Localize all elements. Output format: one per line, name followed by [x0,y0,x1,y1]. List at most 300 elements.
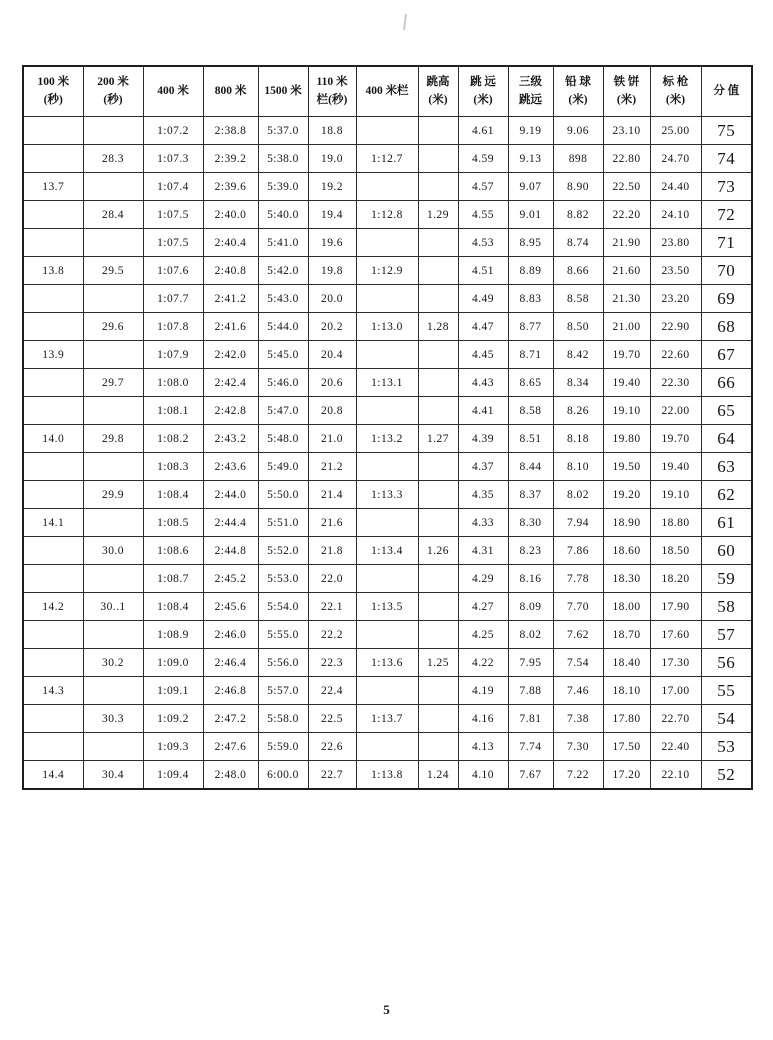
value-cell: 18.80 [650,509,701,537]
value-cell: 7.74 [508,733,553,761]
value-cell: 4.55 [458,201,508,229]
value-cell: 22.40 [650,733,701,761]
value-cell: 19.10 [650,481,701,509]
value-cell: 1:09.0 [143,649,203,677]
value-cell [23,201,83,229]
value-cell: 19.40 [603,369,650,397]
value-cell: 22.30 [650,369,701,397]
value-cell: 18.40 [603,649,650,677]
value-cell: 1:13.8 [356,761,418,790]
value-cell: 4.51 [458,257,508,285]
value-cell [83,733,143,761]
value-cell: 13.7 [23,173,83,201]
table-row [23,173,752,201]
value-cell [83,677,143,705]
score-cell: 73 [701,173,752,201]
value-cell: 14.3 [23,677,83,705]
value-cell: 8.44 [508,453,553,481]
value-cell: 18.8 [308,117,356,145]
value-cell: 20.8 [308,397,356,425]
value-cell: 8.23 [508,537,553,565]
value-cell [356,565,418,593]
value-cell: 4.43 [458,369,508,397]
column-header [603,66,650,117]
score-cell: 56 [701,649,752,677]
value-cell: 1:13.2 [356,425,418,453]
value-cell: 20.0 [308,285,356,313]
value-cell: 8.77 [508,313,553,341]
value-cell: 21.6 [308,509,356,537]
value-cell: 4.27 [458,593,508,621]
value-cell: 7.78 [553,565,603,593]
value-cell: 5:37.0 [258,117,308,145]
score-cell: 65 [701,397,752,425]
value-cell [356,173,418,201]
value-cell: 5:52.0 [258,537,308,565]
score-cell: 61 [701,509,752,537]
value-cell: 18.20 [650,565,701,593]
table-row [23,369,752,397]
value-cell [356,621,418,649]
value-cell [83,285,143,313]
value-cell [418,733,458,761]
value-cell [418,145,458,173]
value-cell: 2:40.4 [203,229,258,257]
table-row [23,313,752,341]
value-cell: 1:12.7 [356,145,418,173]
column-header-line: (米) [568,93,588,106]
value-cell: 1:13.4 [356,537,418,565]
value-cell: 1:13.1 [356,369,418,397]
value-cell: 19.0 [308,145,356,173]
value-cell [418,397,458,425]
value-cell: 21.2 [308,453,356,481]
column-header [308,66,356,117]
value-cell: 8.95 [508,229,553,257]
value-cell: 1:12.8 [356,201,418,229]
column-header [143,66,203,117]
value-cell: 2:40.0 [203,201,258,229]
value-cell: 2:42.8 [203,397,258,425]
value-cell: 1:08.1 [143,397,203,425]
value-cell: 4.37 [458,453,508,481]
value-cell [356,397,418,425]
value-cell: 22.4 [308,677,356,705]
value-cell: 7.67 [508,761,553,790]
value-cell: 17.20 [603,761,650,790]
value-cell: 1:07.2 [143,117,203,145]
value-cell: 21.8 [308,537,356,565]
value-cell: 1:07.6 [143,257,203,285]
value-cell [83,453,143,481]
value-cell: 8.18 [553,425,603,453]
column-header-line: (米) [473,93,493,106]
value-cell: 1.26 [418,537,458,565]
value-cell: 22.10 [650,761,701,790]
value-cell: 2:42.4 [203,369,258,397]
score-cell: 58 [701,593,752,621]
value-cell: 8.30 [508,509,553,537]
column-header [508,66,553,117]
column-header-line: 铁 饼 [613,75,640,88]
value-cell [83,565,143,593]
column-header-line: 1500 米 [264,84,302,97]
value-cell: 30.3 [83,705,143,733]
value-cell: 1:07.4 [143,173,203,201]
table-header [23,66,752,117]
value-cell: 30.2 [83,649,143,677]
table-row [23,537,752,565]
value-cell: 21.00 [603,313,650,341]
value-cell [83,397,143,425]
column-header-line: (秒) [103,93,123,106]
value-cell: 7.38 [553,705,603,733]
value-cell: 22.80 [603,145,650,173]
value-cell: 17.00 [650,677,701,705]
value-cell: 19.2 [308,173,356,201]
value-cell [23,313,83,341]
value-cell [418,257,458,285]
value-cell: 20.2 [308,313,356,341]
value-cell: 4.47 [458,313,508,341]
value-cell: 19.50 [603,453,650,481]
value-cell: 7.95 [508,649,553,677]
value-cell: 1:08.2 [143,425,203,453]
value-cell: 17.80 [603,705,650,733]
value-cell: 1:08.3 [143,453,203,481]
value-cell: 8.37 [508,481,553,509]
score-cell: 66 [701,369,752,397]
score-cell: 52 [701,761,752,790]
column-header [553,66,603,117]
value-cell [23,621,83,649]
value-cell: 5:59.0 [258,733,308,761]
value-cell: 8.65 [508,369,553,397]
value-cell: 1:12.9 [356,257,418,285]
value-cell: 8.71 [508,341,553,369]
value-cell: 1:08.4 [143,481,203,509]
value-cell: 1:13.0 [356,313,418,341]
value-cell: 2:41.6 [203,313,258,341]
column-header-line: (米) [665,93,686,106]
score-cell: 55 [701,677,752,705]
value-cell: 5:48.0 [258,425,308,453]
value-cell: 9.13 [508,145,553,173]
value-cell [23,285,83,313]
value-cell: 1:07.7 [143,285,203,313]
value-cell: 21.4 [308,481,356,509]
value-cell: 8.58 [553,285,603,313]
column-header [650,66,701,117]
value-cell: 19.70 [650,425,701,453]
table-row [23,397,752,425]
value-cell: 1:13.5 [356,593,418,621]
value-cell: 1:08.7 [143,565,203,593]
value-cell: 4.31 [458,537,508,565]
value-cell [418,509,458,537]
value-cell: 18.90 [603,509,650,537]
value-cell [356,229,418,257]
value-cell: 23.10 [603,117,650,145]
table-row [23,453,752,481]
value-cell [356,453,418,481]
value-cell: 2:48.0 [203,761,258,790]
column-header [83,66,143,117]
value-cell: 8.89 [508,257,553,285]
value-cell: 29.5 [83,257,143,285]
value-cell: 1:09.4 [143,761,203,790]
value-cell: 5:50.0 [258,481,308,509]
value-cell [23,369,83,397]
value-cell: 8.82 [553,201,603,229]
value-cell: 4.53 [458,229,508,257]
value-cell [83,341,143,369]
value-cell: 2:39.6 [203,173,258,201]
value-cell: 28.3 [83,145,143,173]
value-cell [23,649,83,677]
value-cell: 4.33 [458,509,508,537]
value-cell: 30.0 [83,537,143,565]
value-cell: 22.5 [308,705,356,733]
value-cell: 5:55.0 [258,621,308,649]
table-row [23,705,752,733]
table-row [23,509,752,537]
value-cell [418,173,458,201]
value-cell [418,285,458,313]
score-cell: 64 [701,425,752,453]
value-cell: 1:08.5 [143,509,203,537]
value-cell: 7.54 [553,649,603,677]
value-cell: 19.4 [308,201,356,229]
value-cell: 2:42.0 [203,341,258,369]
value-cell [23,481,83,509]
value-cell [356,733,418,761]
value-cell: 1:07.3 [143,145,203,173]
value-cell: 23.50 [650,257,701,285]
value-cell: 2:46.8 [203,677,258,705]
value-cell: 22.6 [308,733,356,761]
value-cell [418,229,458,257]
value-cell: 2:47.2 [203,705,258,733]
score-cell: 70 [701,257,752,285]
value-cell [83,621,143,649]
value-cell: 21.90 [603,229,650,257]
value-cell [418,453,458,481]
value-cell: 5:46.0 [258,369,308,397]
table-row [23,677,752,705]
table-row [23,425,752,453]
value-cell: 5:44.0 [258,313,308,341]
value-cell: 5:40.0 [258,201,308,229]
table-row [23,649,752,677]
value-cell [418,481,458,509]
value-cell: 2:43.6 [203,453,258,481]
value-cell: 25.00 [650,117,701,145]
value-cell: 23.80 [650,229,701,257]
column-header-line: 分 值 [713,84,740,97]
value-cell: 1.25 [418,649,458,677]
value-cell: 18.30 [603,565,650,593]
value-cell: 22.0 [308,565,356,593]
score-cell: 67 [701,341,752,369]
value-cell: 5:57.0 [258,677,308,705]
value-cell: 5:53.0 [258,565,308,593]
table-row [23,341,752,369]
score-cell: 63 [701,453,752,481]
value-cell: 18.10 [603,677,650,705]
value-cell: 14.0 [23,425,83,453]
value-cell [23,733,83,761]
value-cell: 2:44.4 [203,509,258,537]
value-cell: 5:45.0 [258,341,308,369]
value-cell: 1:13.6 [356,649,418,677]
value-cell: 20.6 [308,369,356,397]
value-cell: 8.42 [553,341,603,369]
value-cell [356,677,418,705]
value-cell: 8.02 [553,481,603,509]
column-header-line: 100 米 [37,75,70,88]
value-cell [23,565,83,593]
value-cell [418,341,458,369]
value-cell: 4.25 [458,621,508,649]
column-header [23,66,83,117]
value-cell [356,509,418,537]
value-cell: 1:13.3 [356,481,418,509]
column-header [356,66,418,117]
value-cell: 2:47.6 [203,733,258,761]
value-cell: 19.70 [603,341,650,369]
value-cell: 5:51.0 [258,509,308,537]
value-cell [23,537,83,565]
column-header-line: 跳 远 [470,75,496,88]
value-cell: 4.57 [458,173,508,201]
score-cell: 60 [701,537,752,565]
column-header-line: 标 枪 [662,75,689,88]
value-cell: 22.70 [650,705,701,733]
value-cell: 2:38.8 [203,117,258,145]
value-cell [418,565,458,593]
value-cell: 17.90 [650,593,701,621]
value-cell: 9.01 [508,201,553,229]
value-cell: 8.90 [553,173,603,201]
scoring-table [22,65,753,790]
value-cell: 4.35 [458,481,508,509]
value-cell: 8.66 [553,257,603,285]
value-cell: 7.30 [553,733,603,761]
value-cell: 8.09 [508,593,553,621]
value-cell: 1.27 [418,425,458,453]
value-cell: 1:08.0 [143,369,203,397]
value-cell [83,509,143,537]
table-row [23,285,752,313]
value-cell [83,117,143,145]
value-cell: 8.16 [508,565,553,593]
value-cell: 7.46 [553,677,603,705]
value-cell [418,621,458,649]
value-cell [418,705,458,733]
value-cell: 8.02 [508,621,553,649]
value-cell: 13.9 [23,341,83,369]
table-row [23,117,752,145]
value-cell: 18.00 [603,593,650,621]
score-cell: 54 [701,705,752,733]
value-cell [23,145,83,173]
value-cell: 8.34 [553,369,603,397]
value-cell: 1:07.5 [143,201,203,229]
value-cell: 2:46.4 [203,649,258,677]
score-cell: 71 [701,229,752,257]
value-cell: 21.0 [308,425,356,453]
score-cell: 59 [701,565,752,593]
column-header-line: 跳远 [519,93,542,106]
column-header-line: (秒) [43,93,63,106]
value-cell: 28.4 [83,201,143,229]
value-cell: 1:07.8 [143,313,203,341]
value-cell: 2:45.6 [203,593,258,621]
value-cell [356,341,418,369]
value-cell: 21.60 [603,257,650,285]
value-cell: 1:08.9 [143,621,203,649]
value-cell: 2:41.2 [203,285,258,313]
value-cell: 7.94 [553,509,603,537]
value-cell: 2:46.0 [203,621,258,649]
column-header [701,66,752,117]
value-cell: 19.8 [308,257,356,285]
value-cell: 18.60 [603,537,650,565]
value-cell [23,117,83,145]
value-cell: 1.29 [418,201,458,229]
value-cell: 8.50 [553,313,603,341]
value-cell: 19.10 [603,397,650,425]
value-cell: 4.41 [458,397,508,425]
value-cell: 1:07.5 [143,229,203,257]
table-row [23,201,752,229]
column-header-line: 110 米 [316,75,348,88]
value-cell: 7.22 [553,761,603,790]
value-cell: 24.70 [650,145,701,173]
column-header [203,66,258,117]
value-cell: 7.70 [553,593,603,621]
value-cell: 4.16 [458,705,508,733]
value-cell: 19.40 [650,453,701,481]
score-cell: 69 [701,285,752,313]
value-cell: 6:00.0 [258,761,308,790]
value-cell: 4.45 [458,341,508,369]
column-header-line: 跳高 [426,75,450,88]
column-header [418,66,458,117]
table-row [23,145,752,173]
column-header-line: (米) [616,93,637,106]
value-cell: 22.90 [650,313,701,341]
value-cell: 18.50 [650,537,701,565]
score-cell: 62 [701,481,752,509]
table-body [23,117,752,790]
value-cell: 23.20 [650,285,701,313]
column-header-line: 200 米 [97,75,129,88]
value-cell [418,593,458,621]
value-cell: 4.39 [458,425,508,453]
value-cell: 1:08.4 [143,593,203,621]
value-cell: 2:44.8 [203,537,258,565]
value-cell: 7.81 [508,705,553,733]
value-cell: 898 [553,145,603,173]
value-cell: 29.6 [83,313,143,341]
value-cell [23,705,83,733]
value-cell: 5:49.0 [258,453,308,481]
scan-artifact-mark [403,14,407,30]
value-cell: 7.86 [553,537,603,565]
column-header-line: 三级 [519,75,542,88]
